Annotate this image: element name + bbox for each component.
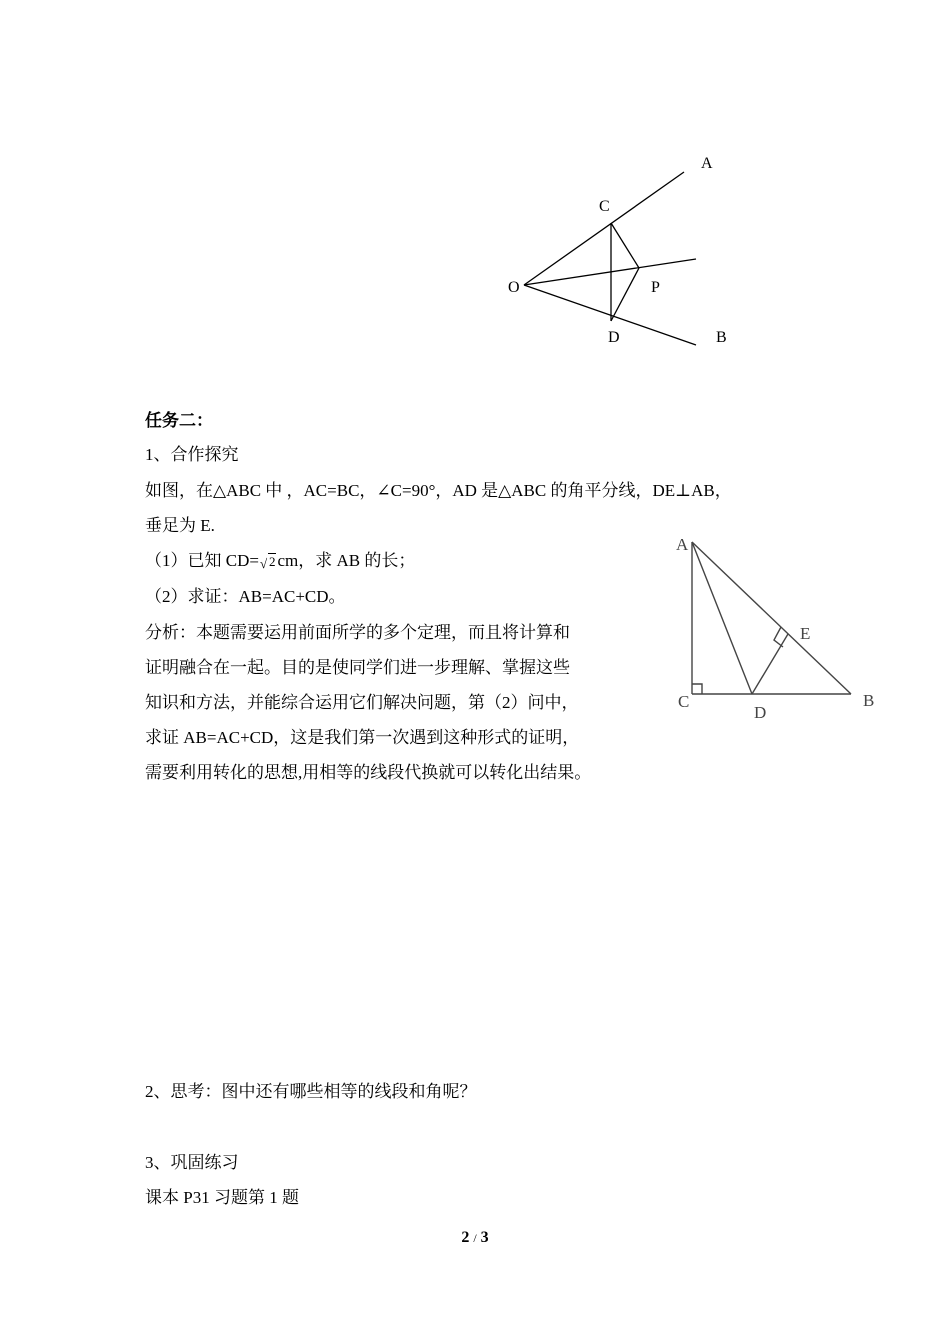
label-d: D <box>608 329 620 346</box>
right-triangle-figure <box>668 528 890 728</box>
question-1-prefix: （1）已知 CD= <box>145 551 259 570</box>
label-o: O <box>508 279 520 296</box>
item3-text: 课本 P31 习题第 1 题 <box>145 1188 299 1207</box>
task-heading: 任务二： <box>145 411 213 430</box>
page-current: 2 <box>461 1229 470 1246</box>
label-c: C <box>678 692 690 711</box>
item3-title: 3、巩固练习 <box>145 1153 239 1172</box>
segment-dp <box>611 268 639 321</box>
item1-title: 1、合作探究 <box>145 445 239 464</box>
page-total: 3 <box>480 1229 489 1246</box>
question-1-suffix: cm，求 AB 的长； <box>277 551 416 570</box>
page-number <box>0 1229 950 1247</box>
label-c: C <box>599 198 610 215</box>
label-p: P <box>651 279 660 296</box>
analysis-line-1: 分析：本题需要运用前面所学的多个定理，而且将计算和 <box>145 623 570 642</box>
side-ab <box>692 542 851 694</box>
right-angle-mark-c <box>692 684 702 694</box>
ray-op <box>524 259 696 285</box>
page-separator: / <box>473 1231 477 1245</box>
question-2: （2）求证：AB=AC+CD。 <box>145 587 346 606</box>
label-e: E <box>800 624 811 643</box>
analysis-line-4: 求证 AB=AC+CD，这是我们第一次遇到这种形式的证明， <box>145 728 580 747</box>
label-b: B <box>716 329 727 346</box>
label-d: D <box>754 703 767 722</box>
sqrt-symbol: √ 2 <box>259 554 276 571</box>
problem-line2: 垂足为 E. <box>145 516 215 535</box>
sqrt-radicand: 2 <box>268 554 276 569</box>
analysis-line-2: 证明融合在一起。目的是使同学们进一步理解、掌握这些 <box>145 658 570 677</box>
segment-de <box>752 634 788 694</box>
analysis-line-5: 需要利用转化的思想,用相等的线段代换就可以转化出结果。 <box>145 763 592 782</box>
segment-ad <box>692 542 752 694</box>
question-1 <box>145 550 415 573</box>
problem-line1: 如图，在△ABC 中 ，AC=BC，∠C=90°，AD 是△ABC 的角平分线，DE⊥AB， <box>145 481 732 500</box>
segment-cp <box>611 223 639 268</box>
label-b: B <box>863 691 875 710</box>
angle-bisector-figure <box>490 145 750 360</box>
analysis-line-3: 知识和方法，并能综合运用它们解决问题，第（2）问中， <box>145 693 579 712</box>
label-a: A <box>676 535 689 554</box>
item2-question: 2、思考：图中还有哪些相等的线段和角呢？ <box>145 1082 477 1101</box>
ray-oa <box>524 172 684 285</box>
label-a: A <box>701 155 713 172</box>
